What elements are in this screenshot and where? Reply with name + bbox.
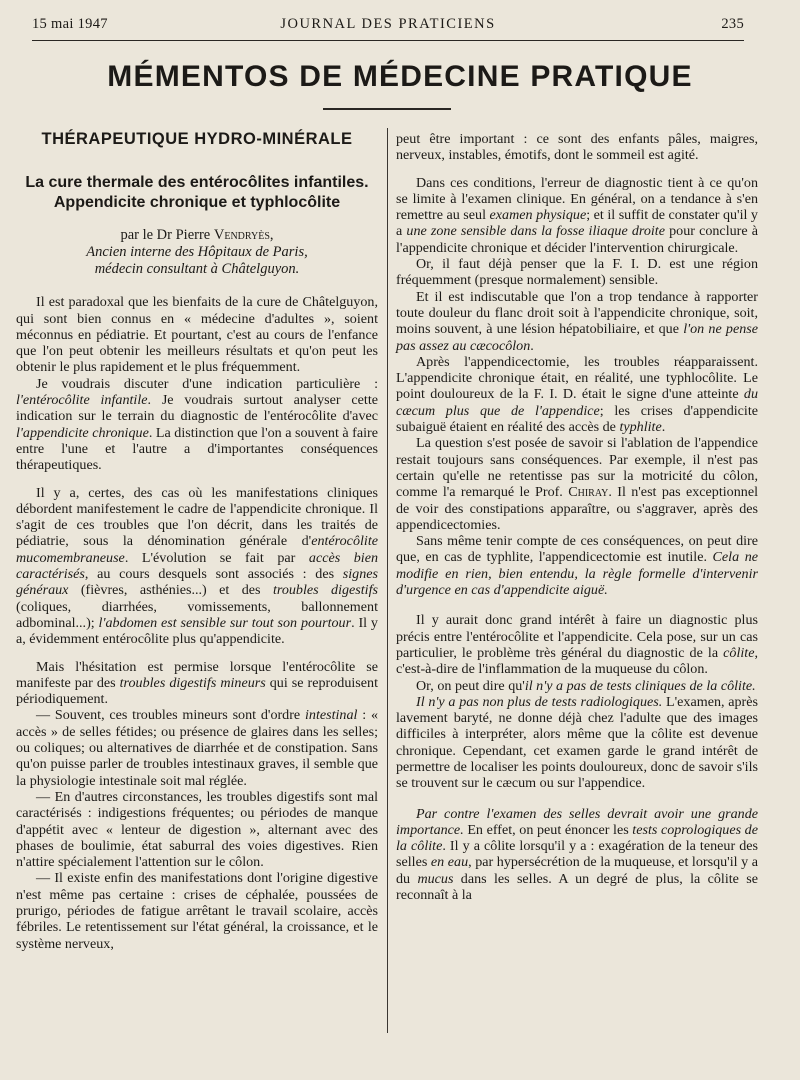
paragraph: La question s'est posée de savoir si l'ablation de l'appendice restait toujours sans conséquences. Par exemple, il n'est pas certain qu'elle ne retentisse pas sur la motricité du côlon, comme l'a remarqué le Prof. Chiray. Il n'est pas exceptionnel de voir des constipations apparaître, ou s'aggraver, après des appendicectomies. bbox=[396, 435, 758, 533]
title-rule bbox=[323, 108, 451, 110]
paragraph: Il est paradoxal que les bienfaits de la cure de Châtelguyon, qui sont bien connus en « médecine d'adultes », soient méconnus en pédiatrie. Et pourtant, c'est au cours de l'enfance que l'on peut obtenir les meilleurs résultats et qu'on peut les obtenir le plus rapidement et le plus fréquemment. bbox=[16, 294, 378, 376]
byline bbox=[16, 227, 378, 278]
paragraph: Dans ces conditions, l'erreur de diagnostic tient à ce qu'on se limite à l'examen clinique. En général, on a tendance à s'en remettre au seul examen physique; et il suffit de constater qu'il y a une zone sensible dans la fosse iliaque droite pour conclure à l'appendicite chronique et décider l'intervention chirurgicale. bbox=[396, 174, 758, 256]
paragraph: Il y a, certes, des cas où les manifestations cliniques débordent manifestement le cadre de l'appendicite chronique. Il s'agit de ces troubles que l'on décrit, dans les traités de pédiatrie, sous la dénomination générale d'entérocôlite mucomembraneuse. L'évolution se fait par accès bien caractérisés, au cours desquels sont associés : des signes généraux (fièvres, asthénies...) et des troubles digestifs (coliques, diarrhées, vomissements, ballonnement adbominal...); l'abdomen est sensible sur tout son pourtour. Il y a, évidemment entérocôlite plus qu'appendicite. bbox=[16, 484, 379, 648]
running-header bbox=[32, 16, 744, 40]
section-title: THÉRAPEUTIQUE HYDRO-MINÉRALE bbox=[41, 130, 353, 148]
article-title-line-1: La cure thermale des entérocôlites infantiles. bbox=[25, 174, 369, 192]
header-rule bbox=[32, 40, 744, 41]
paragraph: Or, il faut déjà penser que la F. I. D. est une région fréquemment (presque normalement) sensible. bbox=[396, 256, 758, 289]
paragraph: Il y aurait donc grand intérêt à faire un diagnostic plus précis entre l'entérocôlite et l'appendicite. Cela pose, sur un cas particulier, le problème très général du diagnostic de la côlite, c'est-à-dire de l'inflammation de la muqueuse du côlon. bbox=[396, 612, 758, 678]
paragraph: Je voudrais discuter d'une indication particulière : l'entérocôlite infantile. Je voudrais surtout analyser cette indication sur le terrain du diagnostic de l'entérocôlite d'avec l'appendicite chronique. La distinction que l'on a souvent à faire entre l'une et l'autre a d'importantes conséquences thérapeutiques. bbox=[16, 375, 378, 474]
paragraph: Et il est indiscutable que l'on a trop tendance à rapporter toute douleur du flanc droit soit à l'appendicite chronique, soit, moins souvent, à une lésion hépatobiliaire, et que l'on ne pense pas assez au cæcocôlon. bbox=[396, 288, 758, 354]
main-title: MÉMENTOS DE MÉDECINE PRATIQUE bbox=[107, 60, 693, 93]
paragraph: — En d'autres circonstances, les troubles digestifs sont mal caractérisés : indigestions fréquentes; ou périodes de manque d'appétit avec « lenteur de digestion », alternant avec des phases de boulimie, état saburral des voies digestives. Rien n'attire spécialement l'attention sur le côlon. bbox=[16, 788, 378, 871]
author-affiliation-2: médecin consultant à Châtelguyon. bbox=[94, 261, 300, 278]
header-page-number: 235 bbox=[721, 16, 744, 32]
paragraph: Mais l'hésitation est permise lorsque l'entérocôlite se manifeste par des troubles digestifs mineurs qui se reproduisent périodiquement. bbox=[16, 658, 378, 708]
header-date: 15 mai 1947 bbox=[32, 16, 108, 32]
paragraph: Il n'y a pas non plus de tests radiologiques. L'examen, après lavement baryté, ne donne déjà chez l'adulte que des images difficiles à interpréter, alors même que la côlite est devenue chronique. Cependant, cet examen garde le grand intérêt de permettre de localiser les points douloureux, donc de savoir s'ils se trouvent sur le cæcum ou sur l'appendice. bbox=[396, 693, 758, 792]
column-divider bbox=[387, 128, 388, 1033]
paragraph: Sans même tenir compte de ces conséquences, on peut dire que, en cas de typhlite, l'appendicectomie est inutile. Cela ne modifie en rien, bien entendu, la règle formelle d'intervenir d'urgence en cas d'appendicite aiguë. bbox=[396, 533, 758, 599]
paragraph: peut être important : ce sont des enfants pâles, maigres, nerveux, instables, émotifs, dont le sommeil est agité. bbox=[396, 131, 758, 164]
paragraph: Après l'appendicectomie, les troubles réapparaissent. L'appendicite chronique était, en réalité, une typhlocôlite. Le point douloureux de la F. I. D. était le signe d'une atteinte du cæcum plus que de l'appendice; les crises d'appendicite subaiguë étaient en réalité des accès de typhlite. bbox=[396, 353, 758, 436]
header-journal-name: JOURNAL DES PRATICIENS bbox=[280, 16, 496, 32]
paragraph: — Souvent, ces troubles mineurs sont d'ordre intestinal : « accès » de selles fétides; ou présence de glaires dans les selles; ou coliques; ou alternatives de diarrhée et de constipation. Sans qu'on puisse parler de troubles intestinaux graves, il semble que la physiologie intestinale soit mal réglée. bbox=[16, 707, 378, 789]
article-title bbox=[16, 173, 378, 213]
paragraph: Par contre l'examen des selles devrait avoir une grande importance. En effet, on peut énoncer les tests coprologiques de la côlite. Il y a côlite lorsqu'il y a : exagération de la teneur des selles en eau, par hypersécrétion de la muqueuse, et lorsqu'il y a du mucus dans les selles. A un degré de plus, la côlite se reconnaît à la bbox=[396, 805, 759, 904]
author-line bbox=[16, 227, 378, 244]
author-prefix: par le Dr Pierre bbox=[120, 227, 214, 244]
author-affiliation-1: Ancien interne des Hôpitaux de Paris, bbox=[86, 244, 308, 261]
right-column bbox=[396, 131, 758, 903]
paragraph: — Il existe enfin des manifestations dont l'origine digestive n'est même pas certaine : crises de céphalée, poussées de prurigo, périodes de fatigue arrêtant le travail scolaire, accès fébriles. Le retentissement sur l'état général, la croissance, et le système nerveux, bbox=[16, 870, 378, 952]
left-column bbox=[16, 131, 378, 952]
article-title-line-2: Appendicite chronique et typhlocôlite bbox=[53, 194, 341, 212]
author-name: Vendryès, bbox=[213, 227, 274, 244]
paragraph: Or, on peut dire qu'il n'y a pas de tests cliniques de la côlite. bbox=[416, 677, 756, 694]
